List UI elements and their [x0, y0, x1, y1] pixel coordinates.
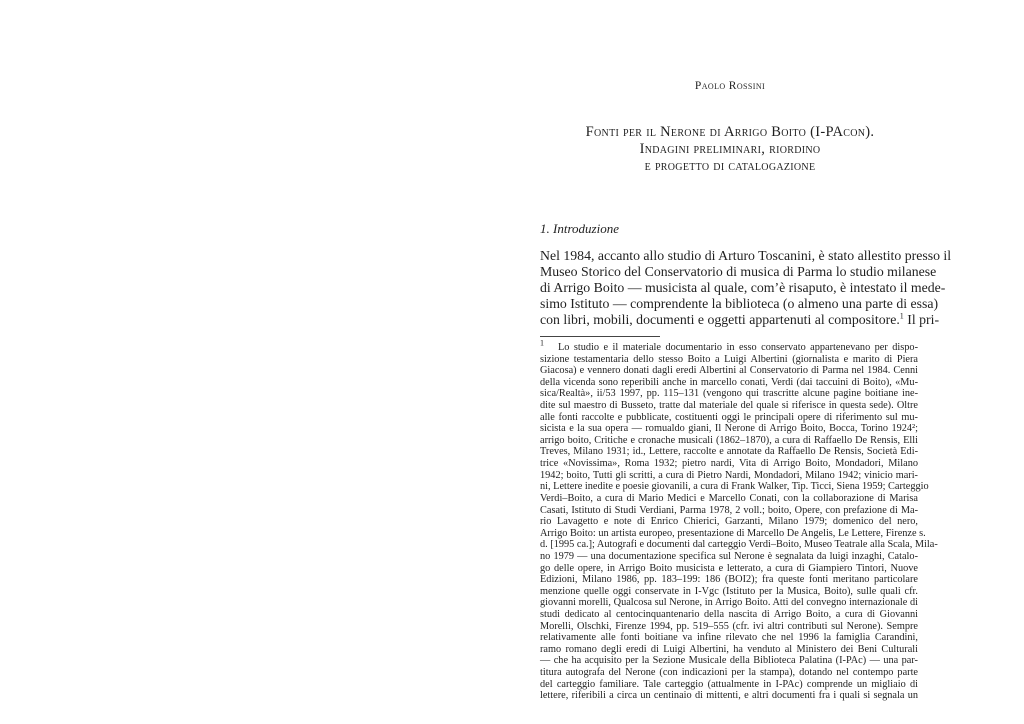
- footnote-line: titura autografa del Nerone (con indicazioni per la stampa), dotando nel contempo parte: [540, 667, 918, 679]
- body-text: [540, 248, 952, 327]
- footnote-line: del carteggio familiare. Tale carteggio (attualmente in I-PAc) comprende un migliaio di: [540, 678, 918, 690]
- footnote-line: go delle opere, in Arrigo Boito musicista e letterato, a cura di Giampiero Tintori, Nuove: [540, 562, 918, 574]
- body-line: simo Istituto — comprendente la biblioteca (o almeno una parte di essa): [540, 295, 939, 311]
- article-title: [540, 124, 920, 175]
- footnote-line: alle fonti raccolte e pubblicate, costituenti oggi le principali opere di riferimento sul mu-: [540, 411, 918, 423]
- footnote-line: della vicenda sono reperibili anche in marcello conati, Verdi (dai taccuini di Boito), «Mu-: [540, 376, 918, 388]
- body-line: Nel 1984, accanto allo studio di Arturo Toscanini, è stato allestito presso il: [540, 248, 952, 263]
- title-line: Fonti per il Nerone di Arrigo Boito (I-PAcon).: [585, 124, 875, 140]
- footnote-line: Arrigo Boito: un artista europeo, presentazione di Marcello De Angelis, Le Lettere, Firenze s.: [540, 527, 926, 539]
- footnote-marker: 1: [540, 338, 544, 348]
- footnote-line: Verdi–Boito, a cura di Mario Medici e Marcello Conati, con la collaborazione di Marisa: [540, 492, 918, 504]
- footnote-line: Edizioni, Milano 1986, pp. 183–199: 186 (BOI2); fra queste fonti meritano particolare: [540, 574, 918, 586]
- footnote: [540, 338, 938, 702]
- footnote-line: menzione quelle oggi conservate in I-Vgc (Istituto per la Musica, Boito), sulle quali cfr.: [540, 585, 918, 597]
- body-line: di Arrigo Boito — musicista al quale, com’è risaputo, è intestato il mede-: [540, 279, 946, 295]
- footnote-line: sizione testamentaria dello stesso Boito a Luigi Albertini (giornalista e marito di Piera: [540, 353, 918, 365]
- footnote-line: ramo romano degli eredi di Luigi Albertini, ha venduto al Ministero dei Beni Culturali: [540, 643, 918, 655]
- footnote-line: dite sul maestro di Busseto, tratte dal materiale del quale si riferisce in questa sede). Oltre: [540, 400, 918, 412]
- footnote-line: 1942; boito, Tutti gli scritti, a cura di Pietro Nardi, Mondadori, Milano 1942; vinicio mari-: [540, 469, 918, 481]
- author-name: Paolo Rossini: [694, 80, 766, 92]
- footnote-line: lettere, riferibili a circa un centinaio di mittenti, e altri documenti fra i quali si segnala un: [540, 690, 918, 702]
- section-heading: 1. Introduzione: [540, 221, 619, 236]
- footnote-line: — che ha acquisito per la Sezione Musicale della Biblioteca Palatina (I-PAc) — una par-: [540, 655, 918, 667]
- footnote-line: giovanni morelli, Qualcosa sul Nerone, in Arrigo Boito. Atti del convegno internazionale di: [540, 597, 918, 609]
- footnote-line: Treves, Milano 1931; id., Lettere, raccolte e annotate da Raffaello De Rensis, Società Edi-: [540, 446, 918, 458]
- footnote-line: arrigo boito, Critiche e cronache musicali (1862–1870), a cura di Raffaello De Rensis, Elli: [540, 434, 918, 446]
- body-line: Museo Storico del Conservatorio di musica di Parma lo studio milanese: [540, 263, 937, 279]
- footnote-line: [540, 338, 918, 354]
- footnote-line: trice «Novissima», Roma 1932; pietro nardi, Vita di Arrigo Boito, Mondadori, Milano: [540, 458, 918, 470]
- footnote-reference: 1: [899, 310, 904, 320]
- footnote-line: no 1979 — una documentazione specifica sul Nerone è segnalata da luigi inzaghi, Catalo-: [540, 550, 918, 562]
- footnote-separator: [540, 336, 660, 337]
- footnote-line: d. [1995 ca.]; Autografi e documenti dal carteggio Verdi–Boito, Museo Teatrale alla Scala, Mila-: [540, 539, 938, 551]
- title-line: e progetto di catalogazione: [644, 158, 816, 174]
- footnote-line: relativamente alle fonti boitiane va infine rilevato che nel 1996 la famiglia Carandini,: [540, 632, 918, 644]
- footnote-line-text: Lo studio e il materiale documentario in esso conservato appartenevano per dispo-: [558, 342, 918, 353]
- body-line: [540, 310, 940, 328]
- footnote-line: rio Lavagetto e note di Enrico Chierici, Garzanti, Milano 1979; domenico del nero,: [540, 516, 918, 528]
- footnote-line: Casati, Istituto di Studi Verdiani, Parma 1978, 2 voll.; boito, Opere, con prefazione di Ma-: [540, 504, 918, 516]
- footnote-line: studi dedicato al centocinquantenario della nascita di Arrigo Boito, a cura di Giovanni: [540, 609, 918, 621]
- body-line-text: Il pri-: [907, 311, 940, 327]
- footnote-line: sicista e la sua opera — romualdo giani, Il Nerone di Arrigo Boito, Bocca, Torino 1924²;: [540, 423, 918, 435]
- footnote-line: Giacosa) e vennero donati dagli eredi Albertini al Conservatorio di Parma nel 1984. Cenni: [540, 365, 918, 377]
- title-line: Indagini preliminari, riordino: [639, 141, 821, 157]
- body-line-text: con libri, mobili, documenti e oggetti appartenuti al compositore.: [540, 311, 900, 327]
- footnote-line: ni, Lettere inedite e poesie giovanili, a cura di Frank Walker, Tip. Ticci, Siena 1959; Carteggio: [540, 481, 929, 493]
- footnote-line: Morelli, Olschki, Firenze 1994, pp. 519–555 (cfr. ivi altri contributi sul Nerone). Sempre: [540, 620, 918, 632]
- footnote-line: sica/Realtà», ii/53 1997, pp. 115–131 (vengono qui trascritte alcune pagine boitiane ine-: [540, 388, 918, 400]
